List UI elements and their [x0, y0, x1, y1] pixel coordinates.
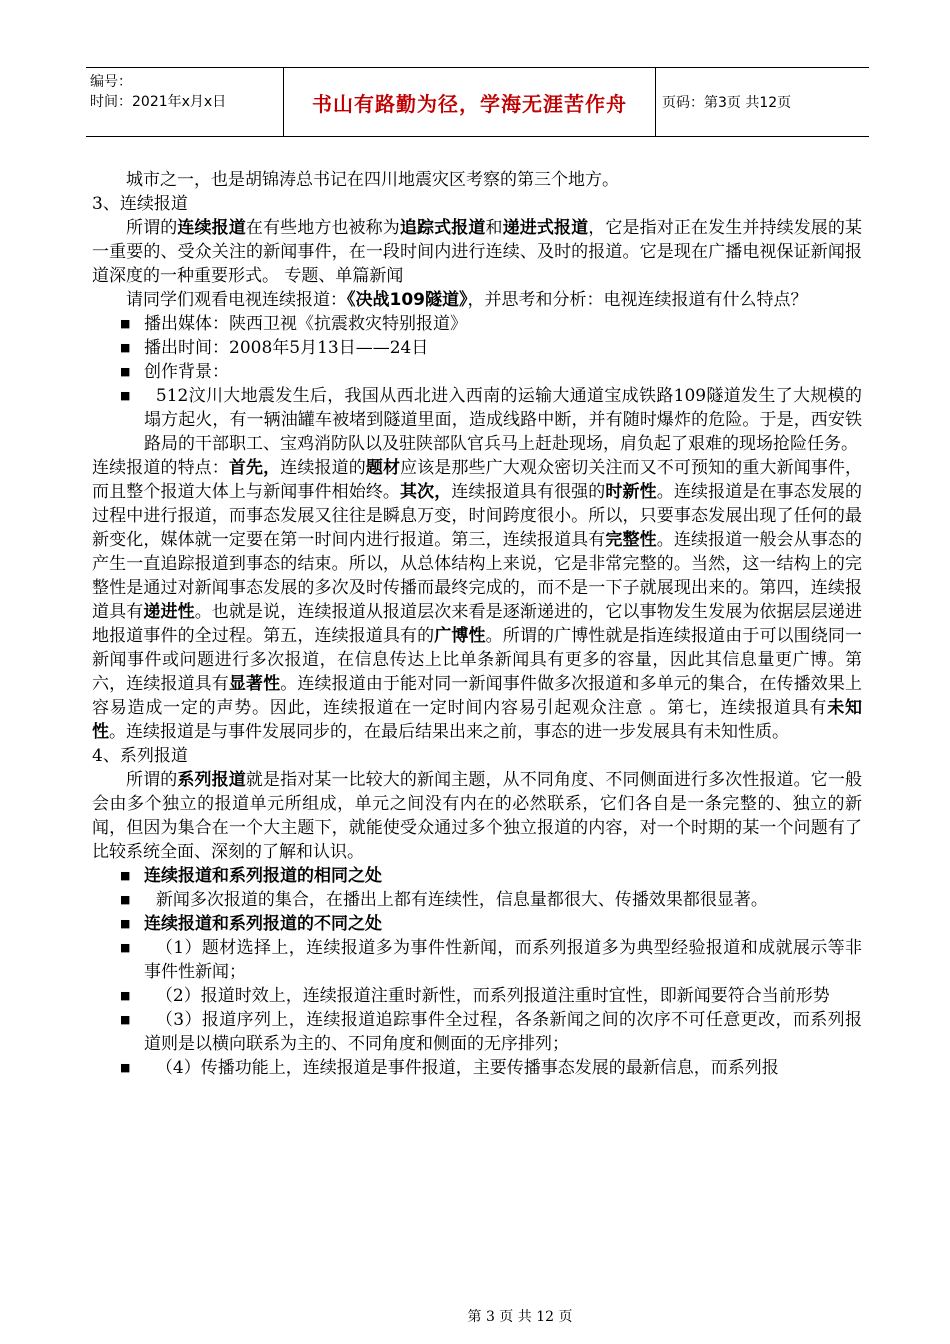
bullet-icon: ■: [120, 989, 131, 1002]
paragraph-features: 连续报道的特点：首先，连续报道的题材应该是那些广大观众密切关注而又不可预知的重大新闻事件，而且整个报道大体上与新闻事件相始终。其次，连续报道具有很强的时新性。连续报道是在事态发展的过程中进行报道，而事态发展又往往是瞬息万变，时间跨度很小。所以，只要事态发展出现了任何的最新变化，媒体就一定要在第一时间内进行报道。第三，连续报道具有完整性。连续报道一般会从事态的产生一直追踪报道到事态的结束。所以，从总体结构上来说，它是非常完整的。当然，这一结构上的完整性是通过对新闻事态发展的多次及时传播而最终完成的，而不是一下子就展现出来的。第四，连续报道具有递进性。也就是说，连续报道从报道层次来看是逐渐递进的，它以事物发生发展为依据层层递进地报道事件的全过程。第五，连续报道具有的广博性。所谓的广博性就是指连续报道由于可以围绕同一新闻事件或问题进行多次报道，在信息传达上比单条新闻具有更多的容量，因此其信息量更广博。第六，连续报道具有显著性。连续报道由于能对同一新闻事件做多次报道和多单元的集合，在传播效果上容易造成一定的声势。因此，连续报道在一定时间内容易引起观众注意 。第七，连续报道具有未知性。连续报道是与事件发展同步的，在最后结果出来之前，事态的进一步发展具有未知性质。: [92, 458, 863, 742]
list-item: ■ 连续报道和系列报道的相同之处: [120, 866, 382, 886]
code-label: 编号：: [90, 74, 132, 90]
bullet-icon: ■: [120, 317, 131, 330]
bullet-icon: ■: [120, 869, 131, 882]
list-item: ■ 创作背景：: [120, 362, 229, 382]
bullet-icon: ■: [120, 1061, 131, 1074]
paragraph-continuous-definition: 所谓的连续报道在有些地方也被称为追踪式报道和递进式报道，它是指对正在发生并持续发展的某一重要的、受众关注的新闻事件，在一段时间内进行连续、及时的报道。它是现在广播电视保证新闻报道深度的一种重要形式。 专题、单篇新闻: [92, 218, 863, 286]
bullet-icon: ■: [120, 917, 131, 930]
list-item: ■ 512汶川大地震发生后，我国从西北进入西南的运输大通道宝成铁路109隧道发生了大规模的塌方起火，有一辆油罐车被堵到隧道里面，造成线路中断，并有随时爆炸的危险。于是，西安铁路局的干部职工、宝鸡消防队以及驻陕部队官兵马上赶赴现场，肩负起了艰难的现场抢险任务。: [120, 386, 862, 454]
list-item: ■ 播出媒体：陕西卫视《抗震救灾特别报道》: [120, 314, 467, 334]
bullet-icon: ■: [120, 1013, 131, 1026]
bullet-icon: ■: [120, 893, 131, 906]
header-meta: [86, 68, 284, 136]
list-item: ■ 新闻多次报道的集合，在播出上都有连续性，信息量都很大、传播效果都很显著。: [120, 890, 768, 910]
header-motto: 书山有路勤为径，学海无涯苦作舟: [284, 68, 656, 136]
list-item: ■ 播出时间：2008年5月13日——24日: [120, 338, 429, 358]
document-body: [92, 168, 862, 1080]
list-item: ■ （4）传播功能上，连续报道是事件报道，主要传播事态发展的最新信息，而系列报: [120, 1058, 779, 1078]
paragraph-series-definition: 所谓的系列报道就是指对某一比较大的新闻主题，从不同角度、不同侧面进行多次性报道。它一般会由多个独立的报道单元所组成，单元之间没有内在的必然联系，它们各自是一条完整的、独立的新闻，但因为集合在一个大主题下，就能使受众通过多个独立报道的内容，对一个时期的某一个问题有了比较系统全面、深刻的了解和认识。: [92, 770, 863, 862]
header-page-info: 页码：第3页 共12页: [662, 95, 792, 111]
paragraph: 城市之一，也是胡锦涛总书记在四川地震灾区考察的第三个地方。: [126, 170, 619, 190]
list-item: ■ 连续报道和系列报道的不同之处: [120, 914, 382, 934]
section-heading-3: 3、连续报道: [92, 194, 188, 214]
bullet-icon: ■: [120, 365, 131, 378]
list-item: ■ （2）报道时效上，连续报道注重时新性，而系列报道注重时宜性，即新闻要符合当前形势: [120, 986, 830, 1006]
list-item: ■ （3）报道序列上，连续报道追踪事件全过程，各条新闻之间的次序不可任意更改，而系列报道则是以横向联系为主的、不同角度和侧面的无序排列；: [120, 1010, 862, 1054]
page-header: [86, 67, 869, 137]
bullet-icon: ■: [120, 941, 131, 954]
bullet-icon: ■: [120, 341, 131, 354]
paragraph-question: 请同学们观看电视连续报道：《决战109隧道》，并思考和分析：电视连续报道有什么特点？: [126, 290, 808, 310]
bullet-icon: ■: [120, 389, 131, 402]
page-footer: 第 3 页 共 12 页: [467, 1309, 573, 1325]
time-label: 时间：2021年x月x日: [90, 94, 227, 110]
list-item: ■ （1）题材选择上，连续报道多为事件性新闻，而系列报道多为典型经验报道和成就展示等非事件性新闻；: [120, 938, 862, 982]
section-heading-4: 4、系列报道: [92, 746, 188, 766]
